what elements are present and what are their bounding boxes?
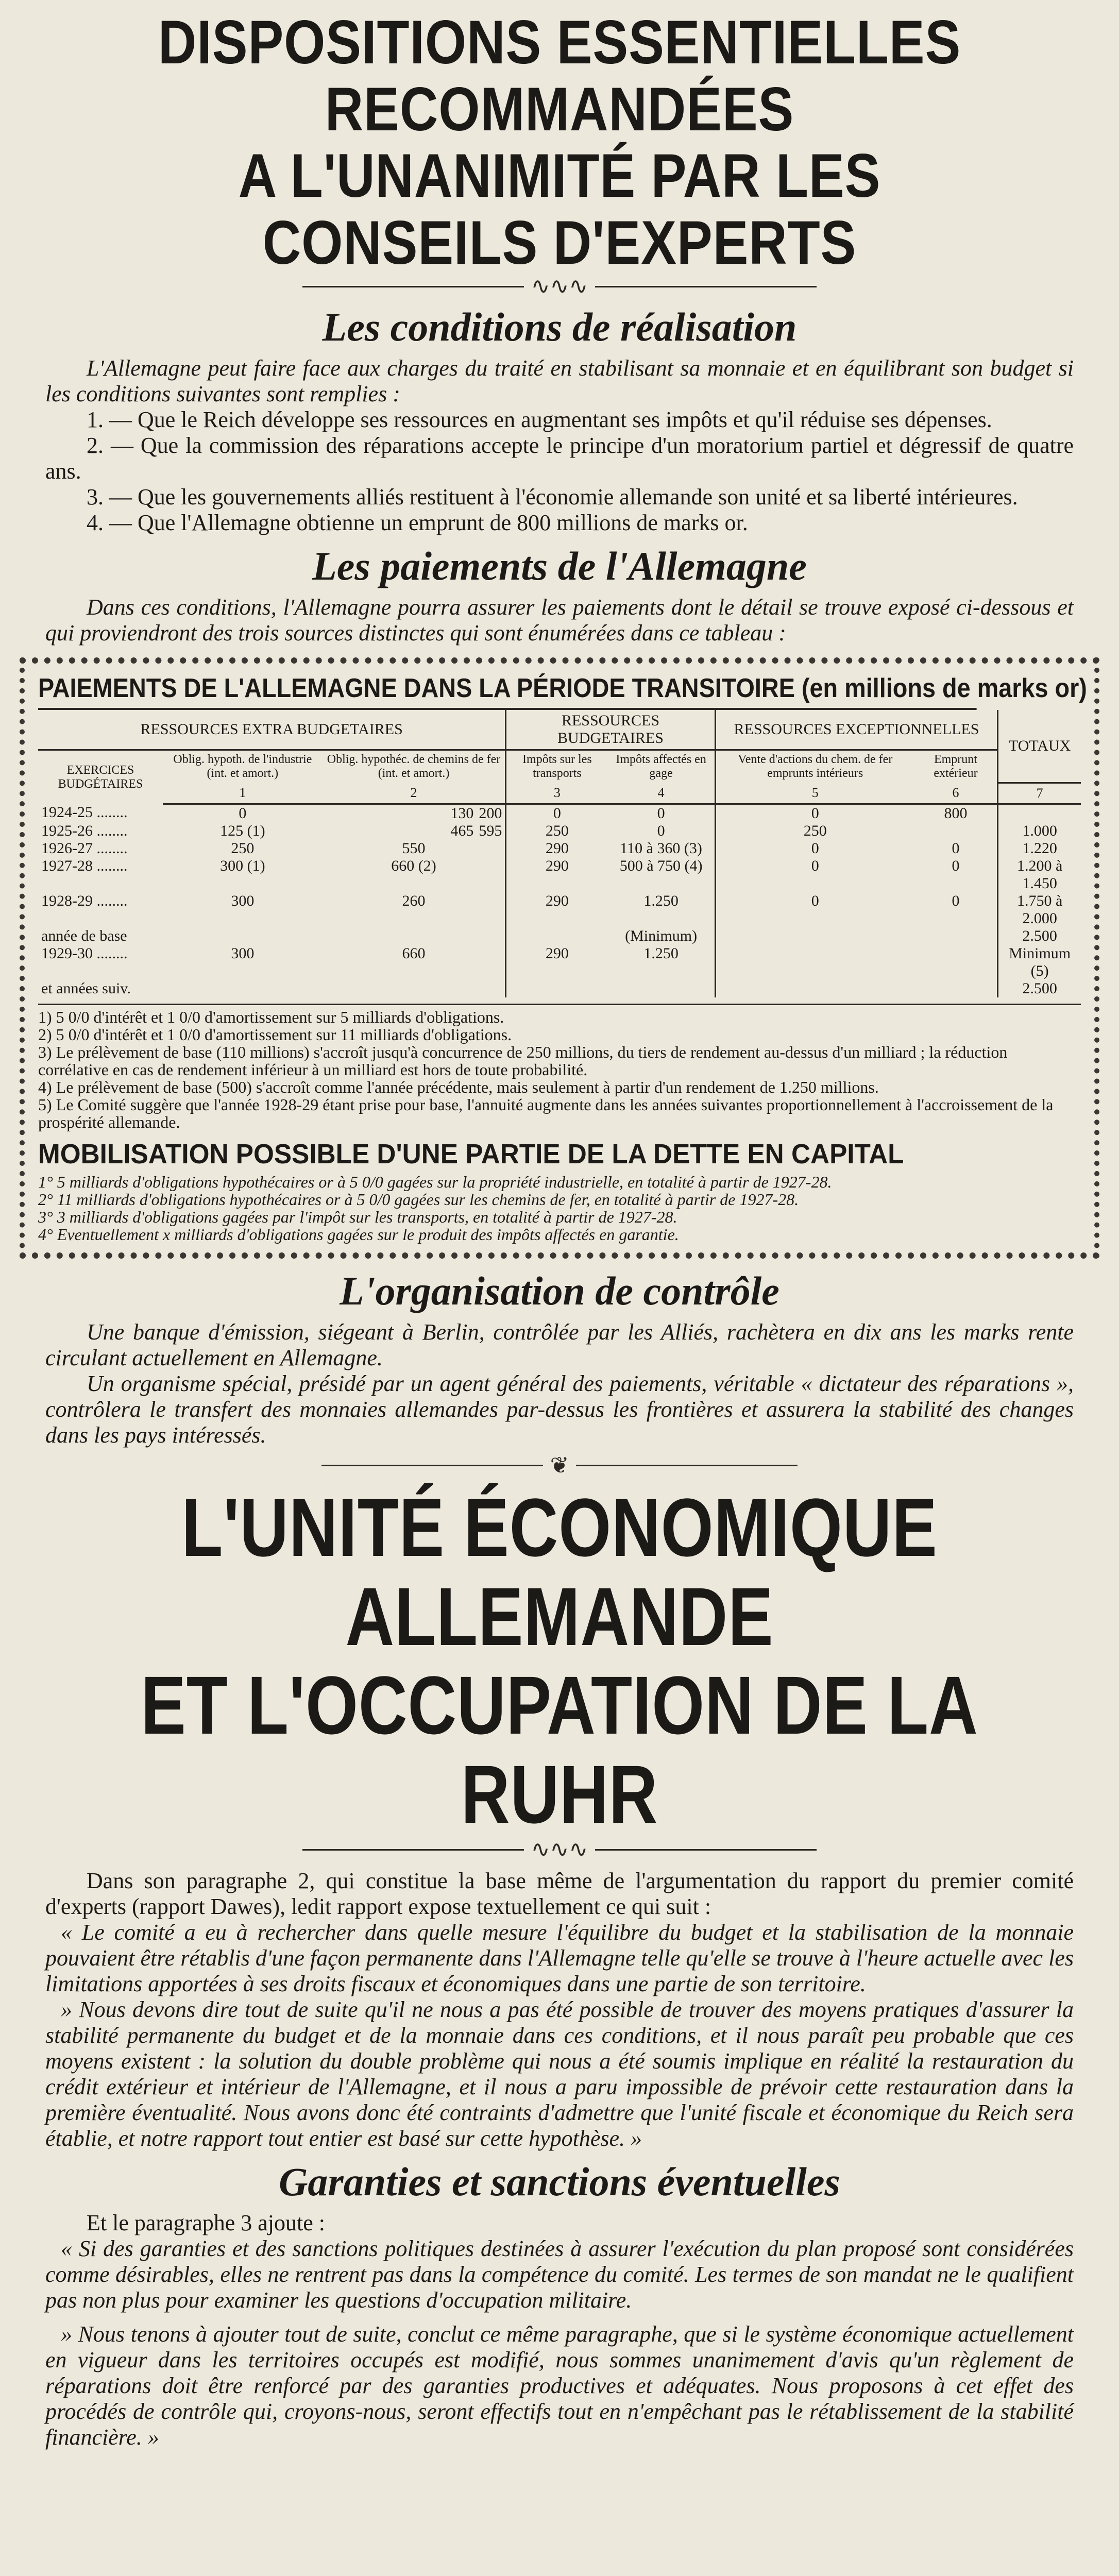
unite-quote: » Nous devons dire tout de suite qu'il ne nous a pas été possible de trouver des moyens pratiques d'assurer la stabilité permanente du budget et de la monnaie dans ces conditions, et il nous paraît peu probable que ces moyens existent : la solution du double problème qui nous a été soumis implique en réalité la restauration du crédit extérieur et intérieur de l'Allemagne, et il nous a paru impossible de prévoir cette restauration dans la première éventualité. Nous avons donc été contraints d'admettre que l'unité fiscale et économique du Reich sera établie, et notre rapport tout entier est basé sur cette hypothèse. » bbox=[45, 1997, 1074, 2151]
headline-line-1: DISPOSITIONS ESSENTIELLES RECOMMANDÉES bbox=[158, 8, 961, 144]
second-headline-line-2: ET L'OCCUPATION DE LA RUHR bbox=[141, 1659, 978, 1841]
cell-value: 300 bbox=[231, 944, 255, 962]
column-header: Impôts affectés en gage bbox=[616, 753, 706, 781]
cell-value: 0 bbox=[952, 839, 960, 857]
table-note: 2) 5 0/0 d'intérêt et 1 0/0 d'amortissement sur 11 milliards d'obligations. bbox=[38, 1025, 512, 1044]
condition-item: 1. — Que le Reich développe ses ressources en augmentant ses impôts et qu'il réduise ses dépenses. bbox=[87, 407, 992, 433]
section-separator: ❦ bbox=[20, 1455, 1099, 1476]
cell-value: 1.750 à 2.000 bbox=[998, 892, 1081, 927]
cell-value: 660 bbox=[402, 944, 426, 962]
cell-value: 125 (1) bbox=[220, 822, 265, 839]
group-header: RESSOURCES EXCEPTIONNELLES bbox=[715, 710, 998, 750]
cell-value: 0 bbox=[657, 822, 665, 839]
column-header: Oblig. hypothéc. de chemins de fer (int. et amort.) bbox=[327, 753, 501, 781]
table-row bbox=[38, 822, 1081, 840]
brace-value: 130 bbox=[450, 804, 474, 822]
cell-value: 660 (2) bbox=[391, 857, 436, 874]
cell-value: 0 bbox=[715, 804, 914, 822]
cell-value bbox=[607, 980, 715, 997]
cell-text: 200 bbox=[479, 804, 502, 822]
condition-item: 3. — Que les gouvernements alliés restituent à l'économie allemande son unité et sa liberté intérieures. bbox=[87, 484, 1018, 510]
cell-value: 0 bbox=[506, 804, 608, 822]
cell-value: 290 bbox=[506, 892, 608, 927]
cell-value: (Minimum) bbox=[625, 927, 698, 944]
cell-value: 290 bbox=[506, 840, 608, 857]
garanties-title: Garanties et sanctions éventuelles bbox=[279, 2159, 840, 2205]
group-header: RESSOURCES EXTRA BUDGETAIRES bbox=[38, 710, 506, 750]
cell-value: 250 bbox=[715, 822, 914, 840]
cell-value bbox=[914, 822, 998, 840]
group-header: TOTAUX bbox=[998, 710, 1081, 783]
cell-value: 800 bbox=[944, 804, 968, 822]
cell-value: 250 bbox=[506, 822, 608, 840]
table-note: 1) 5 0/0 d'intérêt et 1 0/0 d'amortissement sur 5 milliards d'obligations. bbox=[38, 1007, 504, 1026]
second-headline-ornament bbox=[20, 1839, 1099, 1860]
cell-value bbox=[914, 927, 998, 945]
controle-title: L'organisation de contrôle bbox=[340, 1268, 779, 1313]
cell-value bbox=[715, 927, 914, 945]
mobilisation-item: 4° Eventuellement x milliards d'obligations gagées sur le produit des impôts affectés en garantie. bbox=[38, 1225, 679, 1244]
conditions-title: Les conditions de réalisation bbox=[322, 304, 797, 350]
ornament-glyph: ∿∿∿ bbox=[531, 1837, 588, 1862]
cell-value bbox=[715, 980, 914, 997]
cell-value: 110 à 360 (3) bbox=[620, 839, 702, 857]
cell-value: 0 bbox=[657, 804, 665, 822]
second-headline bbox=[117, 1483, 1003, 1839]
cell-value: 0 bbox=[952, 892, 960, 909]
cell-value: 290 bbox=[506, 857, 608, 892]
condition-item: 4. — Que l'Allemagne obtienne un emprunt de 800 millions de marks or. bbox=[87, 510, 748, 536]
cell-value: 290 bbox=[506, 945, 608, 980]
cell-value: 0 bbox=[239, 804, 247, 822]
cell-text: 595 bbox=[479, 822, 502, 839]
condition-item: 2. — Que la commission des réparations accepte le principe d'un moratorium partiel et dégressif de quatre ans. bbox=[45, 433, 1074, 484]
column-number: 6 bbox=[914, 783, 998, 804]
cell-value bbox=[715, 945, 914, 980]
ornament-glyph: ∿∿∿ bbox=[531, 274, 588, 299]
table-row bbox=[38, 892, 1081, 927]
cell-value: 0 bbox=[715, 892, 914, 927]
cell-value: 1.200 à 1.450 bbox=[998, 857, 1081, 892]
garanties-quote: » Nous tenons à ajouter tout de suite, conclut ce même paragraphe, que si le système économique actuellement en vigueur dans les territoires occupés est modifié, nous sommes unanimement d'avis qu'un règlement de réparations doit être renforcé par des garanties productives et adéquates. Nous proposons à cet effet des procédés de contrôle qui, croyons-nous, seront effectifs tout en n'empêchant pas le rétablissement de la stabilité financière. » bbox=[45, 2321, 1074, 2450]
controle-paragraph: Un organisme spécial, présidé par un agent général des paiements, véritable « dictateur des réparations », contrôlera le transfert des monnaies allemandes par-dessus les frontières et assurera la stabilité des changes dans les pays intéressés. bbox=[45, 1370, 1074, 1448]
cell-value bbox=[323, 804, 506, 822]
cell-value bbox=[914, 980, 998, 997]
column-number: 3 bbox=[506, 783, 608, 804]
mobilisation-item: 2° 11 milliards d'obligations hypothécaires or à 5 0/0 gagées sur les chemins de fer, en totalité à partir de 1927-28. bbox=[38, 1190, 799, 1209]
cell-value: 1.220 bbox=[998, 840, 1081, 857]
cell-exercise: et années suiv. bbox=[41, 979, 131, 997]
cell-value: 2.500 bbox=[998, 927, 1081, 945]
cell-exercise: 1926-27 ........ bbox=[41, 839, 128, 857]
cell-value bbox=[323, 927, 506, 945]
cell-value bbox=[506, 927, 608, 945]
payments-table bbox=[38, 710, 1081, 997]
conditions-intro: L'Allemagne peut faire face aux charges du traité en stabilisant sa monnaie et en équilibrant son budget si les conditions suivantes sont remplies : bbox=[45, 355, 1074, 407]
table-row bbox=[38, 857, 1081, 892]
paiements-title: Les paiements de l'Allemagne bbox=[312, 544, 807, 589]
column-header: Emprunt extérieur bbox=[934, 753, 978, 781]
row-header: EXERCICES BUDGÉTAIRES bbox=[58, 763, 143, 791]
headline-ornament bbox=[20, 276, 1099, 297]
cell-value bbox=[914, 945, 998, 980]
table-row bbox=[38, 945, 1081, 980]
cell-value: 500 à 750 (4) bbox=[619, 857, 703, 874]
cell-value: 260 bbox=[402, 892, 426, 909]
column-header: Vente d'actions du chem. de fer emprunts intérieurs bbox=[715, 750, 914, 783]
main-headline bbox=[95, 0, 1024, 276]
cell-exercise: 1927-28 ........ bbox=[41, 857, 128, 874]
cell-exercise: 1929-30 ........ bbox=[41, 944, 128, 962]
cell-value bbox=[163, 980, 323, 997]
cell-value: 1.250 bbox=[643, 944, 679, 962]
table-notes bbox=[38, 1004, 1081, 1131]
unite-intro: Dans son paragraphe 2, qui constitue la base même de l'argumentation du rapport du premier comité d'experts (rapport Dawes), ledit rapport expose textuellement ce qui suit : bbox=[45, 1868, 1074, 1920]
cell-value bbox=[998, 804, 1081, 822]
cell-value: Minimum (5) bbox=[998, 945, 1081, 980]
table-body bbox=[38, 804, 1081, 997]
table-row bbox=[38, 980, 1081, 997]
table-row bbox=[38, 840, 1081, 857]
headline-line-2: A L'UNANIMITÉ PAR LES CONSEILS D'EXPERTS bbox=[238, 141, 881, 277]
unite-quote: « Le comité a eu à rechercher dans quelle mesure l'équilibre du budget et la stabilisation de la monnaie pouvaient être rétablis d'une façon permanente dans l'Allemagne telle qu'elle se trouve à l'heure actuelle avec les limitations apportées à ses droits fiscaux et économiques dans une partie de son territoire. bbox=[45, 1920, 1074, 1997]
table-note: 4) Le prélèvement de base (500) s'accroît comme l'année précédente, mais seulement à partir d'un rendement de 1.250 millions. bbox=[38, 1077, 879, 1096]
cell-value: 0 bbox=[715, 840, 914, 857]
cell-value: 300 bbox=[231, 892, 255, 909]
column-header: Impôts sur les transports bbox=[506, 750, 608, 783]
mobilisation-item: 1° 5 milliards d'obligations hypothécaires or à 5 0/0 gagées sur la propriété industrielle, en totalité à partir de 1927-28. bbox=[38, 1172, 832, 1191]
cell-value: 1.000 bbox=[998, 822, 1081, 840]
table-note: 3) Le prélèvement de base (110 millions) s'accroît jusqu'à concurrence de 250 millions, du tiers de rendement au-dessus d'un milliard ; la réduction corrélative en cas de rendement inférieur à un milliard est hors de toute probabilité. bbox=[38, 1042, 1008, 1079]
garanties-intro: Et le paragraphe 3 ajoute : bbox=[87, 2210, 326, 2236]
table-title: PAIEMENTS DE L'ALLEMAGNE DANS LA PÉRIODE TRANSITOIRE (en millions de marks or) bbox=[38, 673, 977, 710]
column-number: 7 bbox=[998, 783, 1081, 804]
cell-exercise: 1924-25 ........ bbox=[41, 804, 128, 821]
cell-exercise: 1928-29 ........ bbox=[41, 892, 128, 909]
cell-value: 250 bbox=[231, 839, 255, 857]
garanties-quote: « Si des garanties et des sanctions politiques destinées à assurer l'exécution du plan proposé sont considérées comme désirables, elles ne rentrent pas dans la compétence du comité. Les termes de son mandat ne le qualifient pas non plus pour examiner les questions d'occupation militaire. bbox=[45, 2236, 1074, 2313]
cell-value bbox=[323, 980, 506, 997]
table-row bbox=[38, 927, 1081, 945]
cell-value: 1.250 bbox=[643, 892, 679, 909]
brace-value: 465 bbox=[450, 822, 474, 839]
controle-paragraph: Une banque d'émission, siégeant à Berlin, contrôlée par les Alliés, rachètera en dix ans les marks rente circulant actuellement en Allemagne. bbox=[45, 1319, 1074, 1370]
cell-exercise: 1925-26 ........ bbox=[41, 822, 128, 839]
cell-value: 550 bbox=[402, 839, 426, 857]
table-row bbox=[38, 804, 1081, 822]
column-number: 5 bbox=[715, 783, 914, 804]
cell-value: 300 (1) bbox=[220, 857, 265, 874]
cell-value: 2.500 bbox=[998, 980, 1081, 997]
cell-value: 0 bbox=[715, 857, 914, 892]
cell-value bbox=[163, 927, 323, 945]
mobilisation-title: MOBILISATION POSSIBLE D'UNE PARTIE DE LA DETTE EN CAPITAL bbox=[38, 1138, 904, 1170]
second-headline-line-1: L'UNITÉ ÉCONOMIQUE ALLEMANDE bbox=[181, 1481, 938, 1663]
group-header: RESSOURCES BUDGETAIRES bbox=[506, 710, 715, 750]
column-number: 2 bbox=[323, 783, 506, 804]
cell-exercise: année de base bbox=[41, 927, 127, 944]
cell-value bbox=[506, 980, 608, 997]
mobilisation-item: 3° 3 milliards d'obligations gagées par l'impôt sur les transports, en totalité à partir de 1927-28. bbox=[38, 1207, 677, 1226]
table-note: 5) Le Comité suggère que l'année 1928-29 étant prise pour base, l'annuité augmente dans les années suivantes proportionnellement à l'accroissement de la prospérité allemande. bbox=[38, 1095, 1054, 1131]
payments-table-box bbox=[20, 657, 1099, 1259]
cell-value bbox=[323, 822, 506, 840]
mobilisation-list bbox=[38, 1173, 1081, 1243]
column-header: Oblig. hypoth. de l'industrie (int. et amort.) bbox=[173, 753, 312, 781]
column-number: 4 bbox=[607, 783, 715, 804]
column-number: 1 bbox=[163, 783, 323, 804]
cell-value: 0 bbox=[952, 857, 960, 874]
paiements-intro: Dans ces conditions, l'Allemagne pourra assurer les paiements dont le détail se trouve exposé ci-dessous et qui proviendront des trois sources distinctes qui sont énumérées dans ce tableau : bbox=[45, 595, 1074, 646]
